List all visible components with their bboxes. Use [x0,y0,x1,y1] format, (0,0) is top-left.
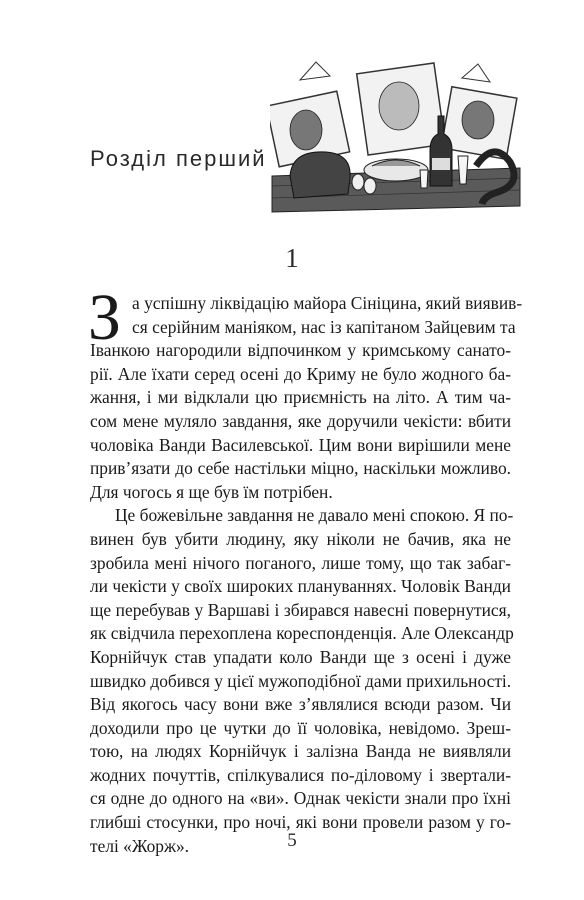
section-number: 1 [285,243,299,273]
text-line: телі «Жорж». [90,835,190,856]
text-line: прив’язати до себе настільки міцно, наскільки можливо. [90,458,511,479]
text-line: а успішну ліквідацію майора Сініцина, який виявив- [132,293,523,313]
body-text [88,281,523,858]
text-line: рії. Але їхати серед осені до Криму не було жодного ба- [90,363,511,384]
text-line: Від якогось часу вони вже з’являлися всюди разом. Чи [90,694,511,715]
text-line: глибші стосунки, про ночі, які вони провели разом у го- [90,812,511,833]
text-line: чоловіка Ванди Василевської. Цим вони вирішили мене [90,434,511,455]
text-line: Корнійчук став упадати коло Ванди ще з осені і дуже [90,646,511,667]
text-line: ся одне до одного на «ви». Однак чекісти знали про їхні [90,788,511,809]
text-line: тою, на людях Корнійчук і залізна Ванда не виявляли [90,741,511,762]
chapter-title: Розділ перший [90,146,267,171]
text-line: ще перебував у Варшаві і збирався навесні повернутися, [90,599,511,620]
text-line: швидко добився у цієї мужоподібної дами прихильності. [90,670,512,691]
text-line: ли чекісти у своїх широких плануваннях. Чоловік Ванди [90,576,511,597]
text-line: жодних почуттів, спілкувалися по-діловому і звертали- [90,764,511,785]
chapter-illustration [270,58,522,214]
text-line: винен був убити людину, яку ніколи не бачив, яка не [90,528,511,549]
page-number: 5 [287,830,297,851]
text-line: Іванкою нагородили відпочинком у кримському санато- [90,340,511,361]
text-line: зробила мені нічого поганого, лише тому, що так забаг- [90,552,511,573]
text-line: як свідчила перехоплена кореспонденція. Але Олександр [90,623,514,644]
text-line: сом мене муляло завдання, яке доручили чекісти: вбити [90,410,511,431]
text-line: Для чогось я ще був їм потрібен. [90,481,333,502]
drop-cap-letter: З [88,281,122,354]
text-line: жання, і ми відклали цю приємність на літо. А тим ча- [90,387,511,408]
text-line: доходили про це чутки до її чоловіка, невідомо. Зреш- [90,717,511,738]
text-line: Це божевільне завдання не давало мені спокою. Я по- [115,505,514,526]
text-line: ся серійним маніяком, нас із капітаном Зайцевим та [132,316,516,337]
